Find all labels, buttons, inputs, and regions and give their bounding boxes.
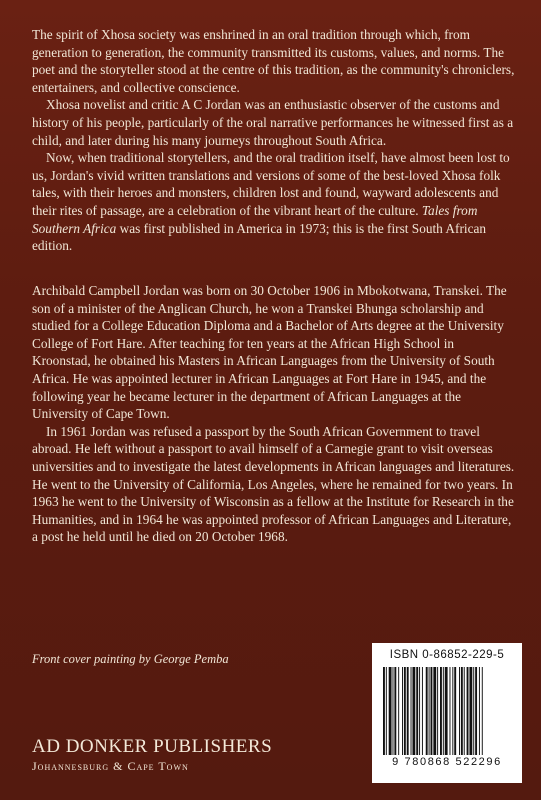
isbn-box bbox=[372, 643, 522, 783]
blurb-paragraph-3-end: was first published in America in 1973; this is the first South African edition. bbox=[32, 220, 487, 254]
cover-credit: Front cover painting by George Pemba bbox=[32, 652, 229, 666]
blurb-paragraph-3 bbox=[32, 149, 516, 255]
publisher-city: Johannesburg & Cape Town bbox=[32, 759, 189, 773]
barcode-digits: 9 780868 522296 bbox=[392, 756, 502, 768]
blurb-section bbox=[32, 26, 516, 255]
isbn-label: ISBN 0-86852-229-5 bbox=[389, 649, 505, 661]
barcode-icon bbox=[380, 667, 514, 755]
publisher-name: AD DONKER PUBLISHERS bbox=[32, 736, 273, 757]
bio-paragraph-2: In 1961 Jordan was refused a passport by the South African Government to travel abroad. He left without a passport to avail himself of a Carnegie grant to visit overseas universities and to investigate the latest developments in African languages and literatures. He went to the University of California, Los Angeles, where he remained for two years. In 1963 he went to the University of Wisconsin as a fellow at the Institute for Research in the Humanities, and in 1964 he was appointed professor of African Languages and Literature, a post he held until he died on 20 October 1968. bbox=[32, 423, 515, 545]
bio-paragraph-1: Archibald Campbell Jordan was born on 30 October 1906 in Mbokotwana, Transkei. The son of a minister of the Anglican Church, he won a Transkei Bhunga scholarship and studied for a College Education Diploma and a Bachelor of Arts degree at the University College of Fort Hare. After teaching for ten years at the African High School in Kroonstad, he obtained his Masters in African Languages from the University of South Africa. He was appointed lecturer in African Languages at Fort Hare in 1945, and the following year he became lecturer in the department of African Languages at the University of Cape Town. bbox=[32, 283, 507, 422]
blurb-paragraph-1: The spirit of Xhosa society was enshrined in an oral tradition through which, from generation to generation, the community transmitted its customs, values, and norms. The poet and the storyteller stood at the centre of this tradition, as the community's chroniclers, entertainers, and collective conscience. bbox=[32, 27, 515, 95]
blurb-paragraph-3-start: Now, when traditional storytellers, and the oral tradition itself, have almost been lost to us, Jordan's vivid written translations and versions of some of the best-loved Xhosa folk tales, with their heroes and monsters, children lost and found, wayward adolescents and their rites of passage, are a celebration of the vibrant heart of the culture. bbox=[32, 150, 510, 218]
blurb-paragraph-2: Xhosa novelist and critic A C Jordan was an enthusiastic observer of the customs and history of his people, particularly of the oral narrative performances he witnessed first as a child, and later during his many journeys throughout South Africa. bbox=[32, 97, 514, 148]
book-title: Tales from Southern Africa bbox=[32, 202, 478, 236]
author-bio-section bbox=[32, 282, 516, 546]
publisher-block bbox=[32, 736, 272, 774]
